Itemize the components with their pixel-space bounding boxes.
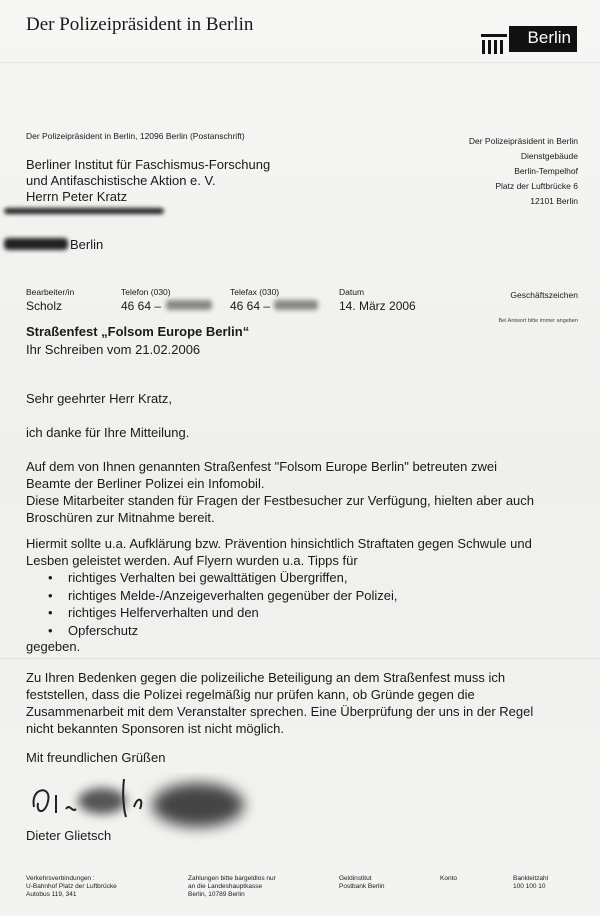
tips-list [26, 569, 398, 639]
list-item: • richtiges Melde-/Anzeigeverhalten gegenüber der Polizei, [48, 587, 398, 603]
letterhead-title: Der Polizeipräsident in Berlin [26, 14, 254, 35]
office-address: Der Polizeipräsident in Berlin Dienstgebäude Berlin-Tempelhof Platz der Luftbrücke 6 12101 Berlin [468, 136, 578, 206]
closing: Mit freundlichen Grüßen [26, 750, 166, 765]
paragraph-1: Auf dem von Ihnen genannten Straßenfest "Folsom Europe Berlin" betreuten zwei Beamte der Berliner Polizei ein Infomobil. Diese Mitarbeiter standen für Fragen der Festbesucher zur Verfügung, hielten aber auch Broschüren zur Mitnahme bereit. [26, 459, 535, 525]
telefon-label: Telefon (030) [121, 287, 171, 297]
list-item: • richtiges Verhalten bei gewalttätigen Übergriffen, [48, 570, 348, 585]
thanks-line: ich danke für Ihre Mitteilung. [26, 425, 190, 440]
bearbeiter-label: Bearbeiter/in [26, 287, 75, 297]
footer-payment: Zahlungen bitte bargeldlos nur an die Landeshauptkasse Berlin, 10789 Berlin [188, 875, 276, 898]
salutation: Sehr geehrter Herr Kratz, [26, 391, 172, 406]
signer-name: Dieter Glietsch [26, 828, 112, 843]
list-item: • Opferschutz [48, 622, 139, 638]
datum-value: 14. März 2006 [339, 299, 416, 313]
redaction-mark [4, 238, 68, 250]
subject-reference: Ihr Schreiben vom 21.02.2006 [26, 342, 201, 357]
footer-bank-code: Bankleitzahl 100 100 10 [513, 875, 549, 890]
recipient-line: Herrn Peter Kratz [26, 189, 128, 204]
redaction-mark [274, 300, 318, 310]
footer-bank: Geldinstitut Postbank Berlin [339, 875, 385, 890]
bearbeiter-value: Scholz [26, 299, 63, 313]
telefax-value: 46 64 – [230, 299, 271, 313]
list-item: • richtiges Helferverhalten und den [48, 605, 259, 621]
telefax-label: Telefax (030) [230, 287, 280, 297]
subject-title: Straßenfest „Folsom Europe Berlin“ [26, 324, 250, 339]
redaction-mark [4, 208, 164, 214]
recipient-line: und Antifaschistische Aktion e. V. [26, 173, 216, 188]
brandenburg-gate-icon [481, 34, 507, 54]
berlin-logo [481, 26, 577, 56]
datum-label: Datum [339, 287, 365, 297]
geschaeftszeichen-label: Geschäftszeichen [510, 290, 578, 300]
recipient-city: Berlin [70, 237, 104, 252]
logo-text: Berlin [527, 28, 571, 47]
paragraph-3: Zu Ihren Bedenken gegen die polizeiliche Beteiligung an dem Straßenfest muss ich feststellen, dass die Polizei regelmäßig nur prüfen kann, ob Gründe gegen die Zusammenarbeit mit dem Veranstalter sprechen. Eine Überprüfung der uns in der Regel nicht bekannten Sponsoren ist nicht möglich. [26, 670, 534, 736]
recipient-address [26, 157, 270, 205]
redaction-mark [166, 300, 212, 310]
footer-transport: Verkehrsverbindungen : U-Bahnhof Platz der Luftbrücke Autobus 119, 341 [26, 875, 117, 898]
answer-note: Bei Antwort bitte immer angeben [498, 318, 578, 324]
footer-account: Konto [440, 875, 457, 882]
paper-fold [0, 658, 600, 659]
return-address-line: Der Polizeipräsident in Berlin, 12096 Berlin (Postanschrift) [26, 131, 245, 141]
recipient-line: Berliner Institut für Faschismus-Forschung [26, 157, 271, 172]
paper-fold [0, 62, 600, 63]
tips-end: gegeben. [26, 639, 81, 654]
paragraph-2: Hiermit sollte u.a. Aufklärung bzw. Prävention hinsichtlich Straftaten gegen Schwule und Lesben geleistet werden. Auf Flyern wurden u.a. Tipps für [26, 536, 532, 568]
telefon-value: 46 64 – [121, 299, 162, 313]
